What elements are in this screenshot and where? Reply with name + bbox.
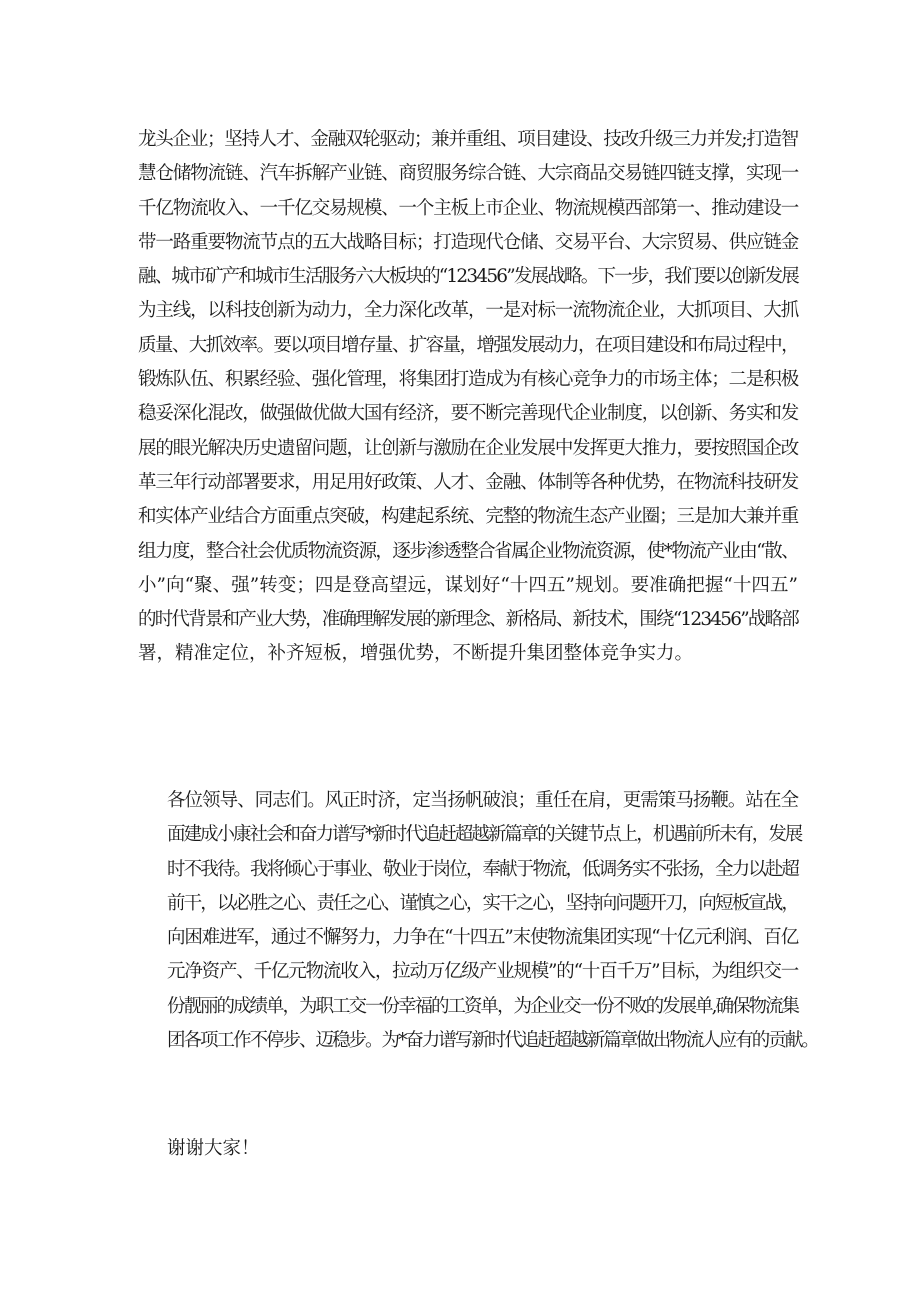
text-line: 向困难进军，通过不懈努力，力争在“十四五”末使物流集团实现“十亿元利润、百亿 (167, 927, 798, 949)
text-line: 锻炼队伍、积累经验、强化管理，将集团打造成为有核心竞争力的市场主体；二是积极 (138, 369, 798, 391)
text-line: 带一路重要物流节点的五大战略目标；打造现代仓储、交易平台、大宗贸易、供应链金 (138, 231, 798, 253)
text-line: 慧仓储物流链、汽车拆解产业链、商贸服务综合链、大宗商品交易链四链支撑，实现一 (138, 163, 798, 185)
text-line: 份靓丽的成绩单，为职工交一份幸福的工资单，为企业交一份不败的发展单,确保物流集 (167, 995, 798, 1017)
text-line: 革三年行动部署要求，用足用好政策、人才、金融、体制等各种优势，在物流科技研发 (138, 471, 798, 493)
text-line: 的时代背景和产业大势，准确理解发展的新理念、新格局、新技术，围绕“123456”战略部 (138, 609, 798, 631)
text-line: 为主线，以科技创新为动力，全力深化改革，一是对标一流物流企业，大抓项目、大抓 (138, 300, 798, 322)
text-line: 各位领导、同志们。风正时济，定当扬帆破浪；重任在肩，更需策马扬鞭。站在全 (167, 790, 798, 811)
text-line: 质量、大抓效率。要以项目增存量、扩容量，增强发展动力，在项目建设和布局过程中， (138, 334, 798, 356)
text-line: 时不我待。我将倾心于事业、敬业于岗位，奉献于物流，低调务实不张扬，全力以赴超 (167, 858, 798, 880)
paragraph-commitment (138, 784, 818, 1058)
paragraph-strategy (138, 123, 798, 672)
text-line: 千亿物流收入、一千亿交易规模、一个主板上市企业、物流规模西部第一、推动建设一 (138, 197, 798, 219)
text-line: 前干，以必胜之心、责任之心、谨慎之心，实干之心，坚持向问题开刀，向短板宣战， (167, 892, 798, 914)
text-line: 展的眼光解决历史遗留问题，让创新与激励在企业发展中发挥更大推力，要按照国企改 (138, 437, 798, 459)
text-line: 谢谢大家！ (167, 1138, 260, 1159)
text-line: 龙头企业；坚持人才、金融双轮驱动；兼并重组、项目建设、技改升级三力并发;打造智 (138, 129, 798, 150)
text-line: 和实体产业结合方面重点突破，构建起系统、完整的物流生态产业圈；三是加大兼并重 (138, 506, 798, 528)
text-line: 团各项工作不停步、迈稳步。为*奋力谱写新时代追赶超越新篇章做出物流人应有的贡献。 (167, 1030, 818, 1052)
text-line: 融、城市矿产和城市生活服务六大板块的“123456”发展战略。下一步，我们要以创新发展 (138, 266, 798, 288)
text-line: 稳妥深化混改，做强做优做大国有经济，要不断完善现代企业制度，以创新、务实和发 (138, 403, 798, 425)
text-line: 署，精准定位，补齐短板，增强优势，不断提升集团整体竞争实力。 (138, 643, 694, 665)
text-line: 小”向“聚、强”转变；四是登高望远，谋划好“十四五”规划。要准确把握“十四五” (138, 574, 798, 596)
text-line: 面建成小康社会和奋力谱写*新时代追赶超越新篇章的关键节点上，机遇前所未有，发展 (167, 824, 802, 846)
paragraph-closing (138, 1132, 798, 1166)
text-line: 组力度，整合社会优质物流资源，逐步渗透整合省属企业物流资源，使*物流产业由“散、 (138, 540, 798, 562)
text-line: 元净资产、千亿元物流收入，拉动万亿级产业规模”的“十百千万”目标，为组织交一 (167, 961, 798, 983)
